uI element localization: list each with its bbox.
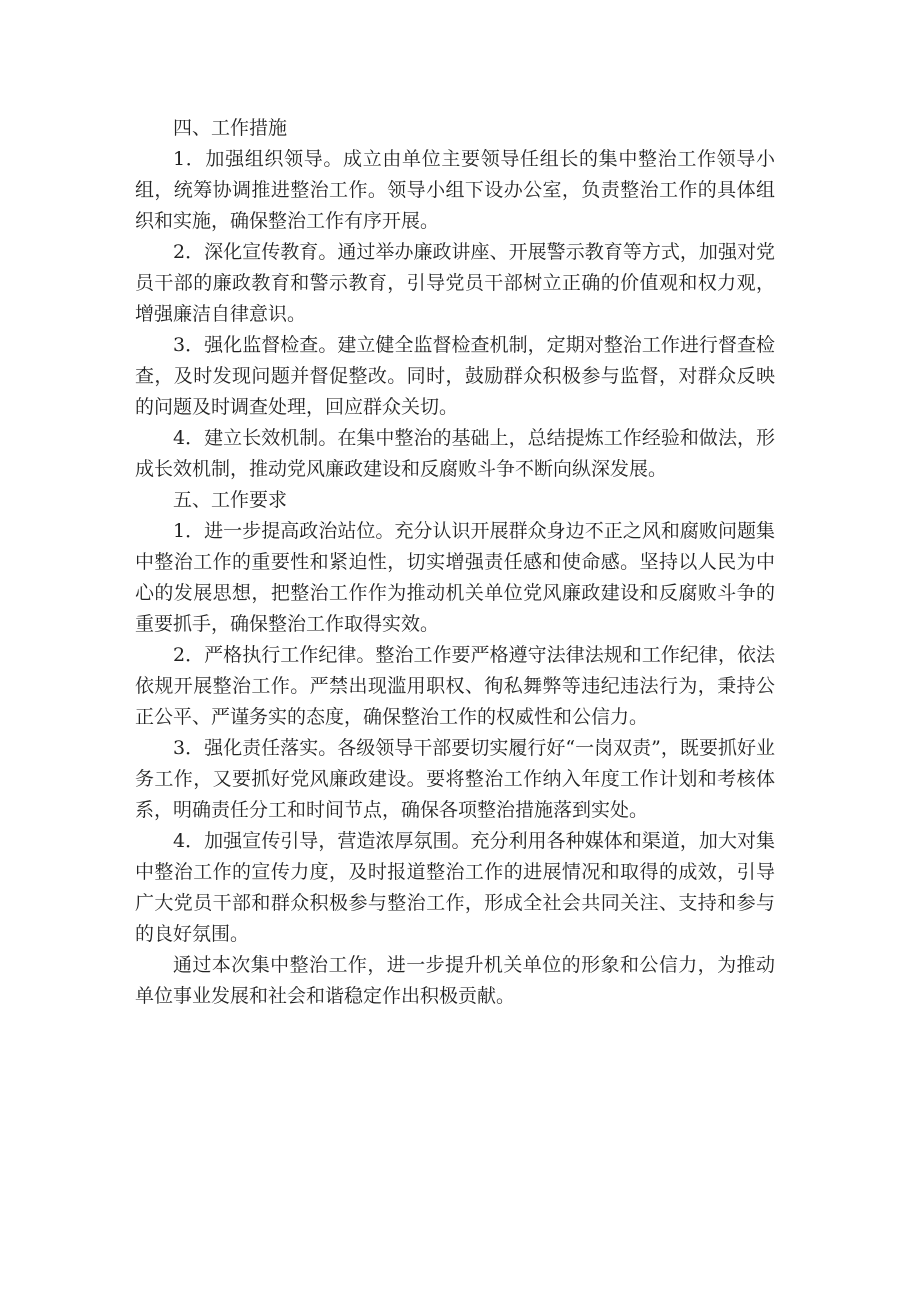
paragraph-requirement-4: 4．加强宣传引导，营造浓厚氛围。充分利用各种媒体和渠道，加大对集中整治工作的宣传力度，及时报道整治工作的进展情况和取得的成效，引导广大党员干部和群众积极参与整治工作，形成全社会共同关注、支持和参与的良好氛围。 <box>135 830 775 945</box>
paragraph-requirement-1: 1．进一步提高政治站位。充分认识开展群众身边不正之风和腐败问题集中整治工作的重要性和紧迫性，切实增强责任感和使命感。坚持以人民为中心的发展思想，把整治工作作为推动机关单位党风廉政建设和反腐败斗争的重要抓手，确保整治工作取得实效。 <box>135 520 775 635</box>
paragraph-measure-1: 1．加强组织领导。成立由单位主要领导任组长的集中整治工作领导小组，统筹协调推进整治工作。领导小组下设办公室，负责整治工作的具体组织和实施，确保整治工作有序开展。 <box>135 148 775 232</box>
closing-paragraph: 通过本次集中整治工作，进一步提升机关单位的形象和公信力，为推动单位事业发展和社会和谐稳定作出积极贡献。 <box>135 954 775 1007</box>
paragraph-measure-4: 4．建立长效机制。在集中整治的基础上，总结提炼工作经验和做法，形成长效机制，推动党风廉政建设和反腐败斗争不断向纵深发展。 <box>135 427 775 480</box>
paragraph-requirement-2: 2．严格执行工作纪律。整治工作要严格遵守法律法规和工作纪律，依法依规开展整治工作。严禁出现滥用职权、徇私舞弊等违纪违法行为，秉持公正公平、严谨务实的态度，确保整治工作的权威性和公信力。 <box>135 644 775 728</box>
document-body <box>135 113 775 1012</box>
section-heading-requirements: 五、工作要求 <box>173 489 288 511</box>
paragraph-measure-3: 3．强化监督检查。建立健全监督检查机制，定期对整治工作进行督查检查，及时发现问题并督促整改。同时，鼓励群众积极参与监督，对群众反映的问题及时调查处理，回应群众关切。 <box>135 334 775 418</box>
paragraph-measure-2: 2．深化宣传教育。通过举办廉政讲座、开展警示教育等方式，加强对党员干部的廉政教育和警示教育，引导党员干部树立正确的价值观和权力观，增强廉洁自律意识。 <box>135 241 775 325</box>
paragraph-requirement-3: 3．强化责任落实。各级领导干部要切实履行好“一岗双责”，既要抓好业务工作，又要抓好党风廉政建设。要将整治工作纳入年度工作计划和考核体系，明确责任分工和时间节点，确保各项整治措施落到实处。 <box>135 737 775 821</box>
section-heading-measures: 四、工作措施 <box>173 117 288 139</box>
